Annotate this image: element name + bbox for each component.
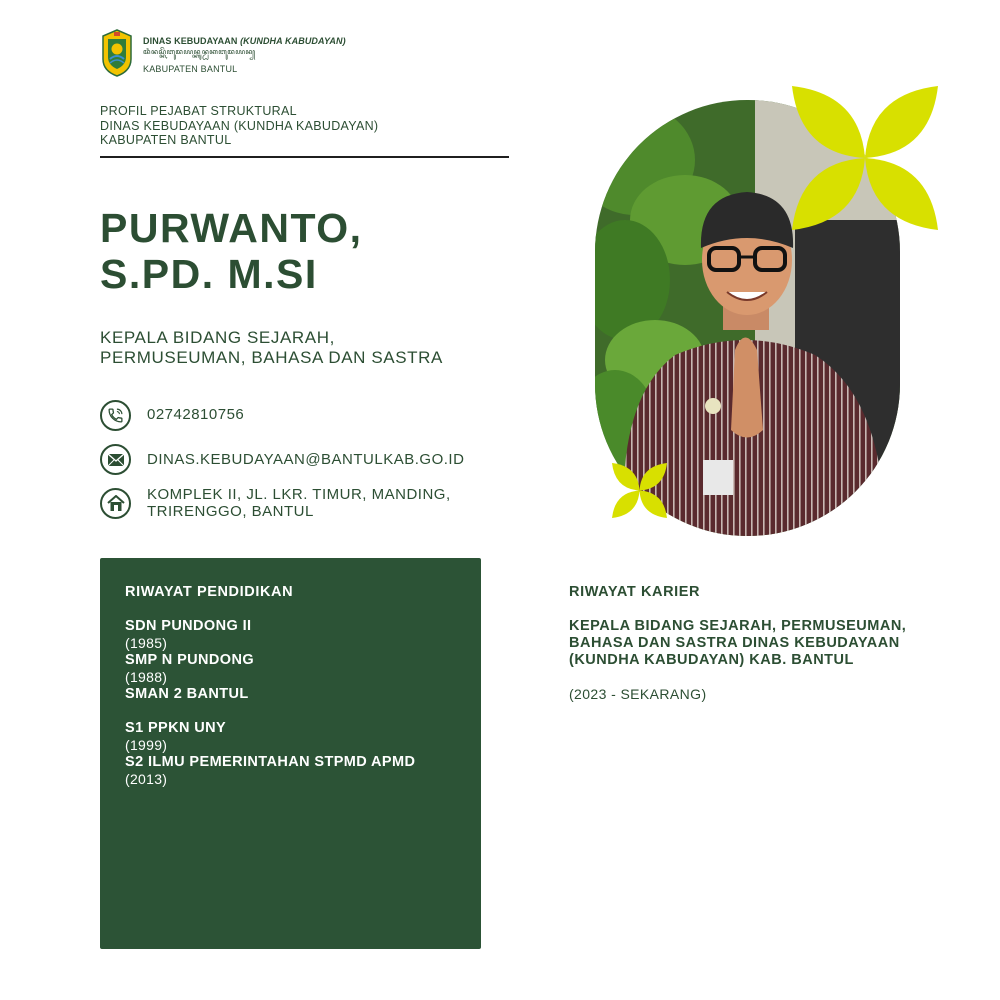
home-icon [100,488,131,519]
education-year: (1988) [125,669,168,685]
profile-line: KABUPATEN BANTUL [100,133,232,147]
email-address[interactable]: DINAS.KEBUDAYAAN@BANTULKAB.GO.ID [147,451,465,468]
education-year: (2013) [125,771,168,787]
career-position: KEPALA BIDANG SEJARAH, PERMUSEUMAN, BAHASA DAN SASTRA DINAS KEBUDAYAAN (KUNDHA KABUDAYAN) KAB. BANTUL [569,618,907,668]
logo-title: DINAS KEBUDAYAAN (KUNDHA KABUDAYAN) [143,36,346,46]
header-divider [100,156,509,158]
kabupaten-bantul-emblem-logo [100,29,134,77]
profile-line: DINAS KEBUDAYAAN (KUNDHA KABUDAYAN) [100,118,379,133]
position-title: KEPALA BIDANG SEJARAH, PERMUSEUMAN, BAHASA DAN SASTRA [100,328,443,367]
education-school: SMP N PUNDONG [125,652,255,668]
education-list [125,618,445,788]
career-heading: RIWAYAT KARIER [569,584,701,600]
education-heading: RIWAYAT PENDIDIKAN [125,584,294,600]
phone-icon [100,400,131,431]
person-name: PURWANTO, S.PD. M.SI [100,205,363,297]
education-school: SMAN 2 BANTUL [125,686,249,702]
profile-line: PROFIL PEJABAT STRUKTURAL [100,104,297,118]
phone-number[interactable]: 02742810756 [147,406,245,423]
education-year: (1999) [125,737,168,753]
education-school: S2 ILMU PEMERINTAHAN STPMD APMD [125,754,416,770]
lime-flower-decoration-small [611,462,668,519]
office-address: KOMPLEK II, JL. LKR. TIMUR, MANDING, TRIRENGGO, BANTUL [147,486,451,520]
logo-subtitle: KABUPATEN BANTUL [143,64,238,74]
education-spacer [125,703,445,720]
logo-text-block [143,36,346,74]
education-school: SDN PUNDONG II [125,618,252,634]
mail-icon [100,444,131,475]
logo-javanese-script: ꦢꦶꦤꦱ꧀ꦏꦼꦧꦸꦢꦪꦤ꧀ꦏꦸꦤ꧀ꦝꦏꦧꦸꦢꦪꦤ꧀ [143,48,256,56]
education-year: (1985) [125,635,168,651]
lime-flower-decoration [790,84,940,232]
career-period: (2023 - SEKARANG) [569,686,707,702]
education-school: S1 PPKN UNY [125,720,227,736]
profile-header [100,104,378,148]
